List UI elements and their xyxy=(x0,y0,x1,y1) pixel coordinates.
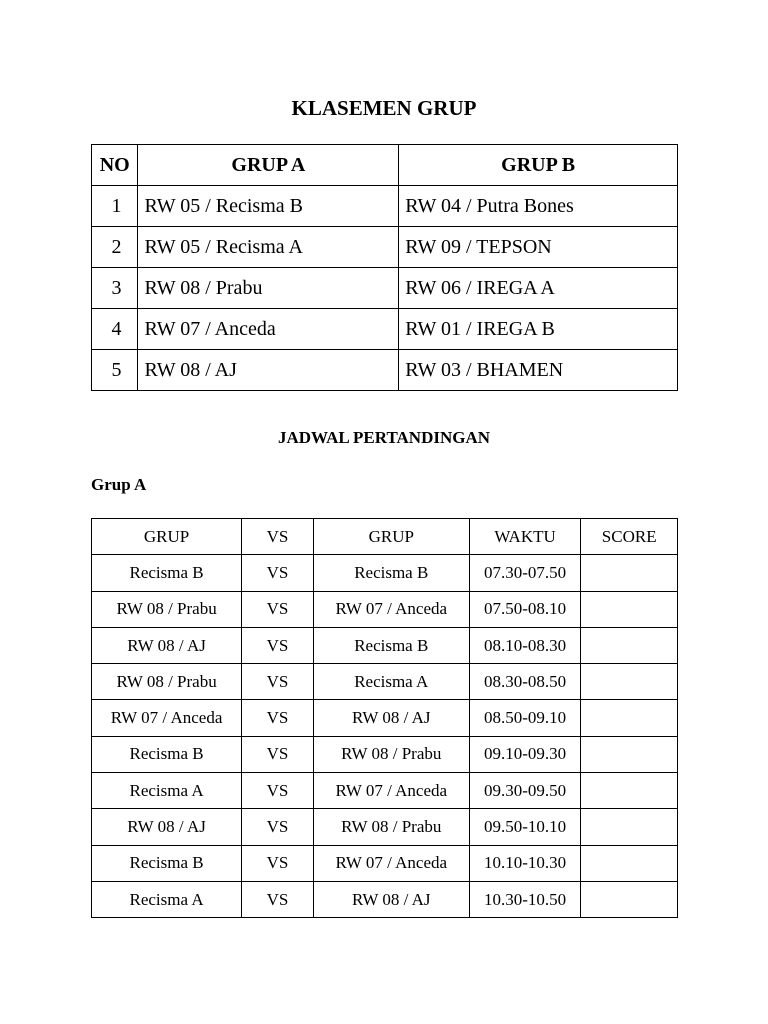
table-row xyxy=(92,627,678,663)
schedule-team1: RW 08 / Prabu xyxy=(92,591,242,627)
schedule-header-team2: GRUP xyxy=(313,519,469,555)
schedule-score xyxy=(581,591,678,627)
schedule-team2: Recisma B xyxy=(313,627,469,663)
schedule-header-score: SCORE xyxy=(581,519,678,555)
standings-no: 3 xyxy=(92,268,138,309)
schedule-team1: Recisma A xyxy=(92,773,242,809)
standings-title: KLASEMEN GRUP xyxy=(291,96,477,120)
standings-team-b: RW 01 / IREGA B xyxy=(399,309,678,350)
schedule-time: 08.50-09.10 xyxy=(469,700,581,736)
schedule-title: JADWAL PERTANDINGAN xyxy=(277,428,491,447)
schedule-team1: RW 08 / AJ xyxy=(92,809,242,845)
schedule-header-time: WAKTU xyxy=(469,519,581,555)
schedule-team2: RW 07 / Anceda xyxy=(313,845,469,881)
standings-team-a: RW 08 / AJ xyxy=(138,350,399,391)
schedule-header-vs: VS xyxy=(242,519,314,555)
schedule-time: 09.50-10.10 xyxy=(469,809,581,845)
table-row xyxy=(92,227,678,268)
table-row xyxy=(92,555,678,591)
schedule-vs: VS xyxy=(242,627,314,663)
schedule-team1: Recisma B xyxy=(92,845,242,881)
table-row xyxy=(92,309,678,350)
schedule-time: 07.30-07.50 xyxy=(469,555,581,591)
table-row xyxy=(92,664,678,700)
table-row xyxy=(92,881,678,917)
schedule-team2: Recisma A xyxy=(313,664,469,700)
schedule-team1: RW 07 / Anceda xyxy=(92,700,242,736)
table-row xyxy=(92,736,678,772)
standings-no: 5 xyxy=(92,350,138,391)
standings-header-row xyxy=(92,145,678,186)
schedule-table xyxy=(91,518,678,918)
schedule-time: 08.30-08.50 xyxy=(469,664,581,700)
schedule-vs: VS xyxy=(242,736,314,772)
schedule-team1: Recisma B xyxy=(92,736,242,772)
schedule-vs: VS xyxy=(242,555,314,591)
table-row xyxy=(92,700,678,736)
schedule-team1: Recisma A xyxy=(92,881,242,917)
standings-no: 4 xyxy=(92,309,138,350)
standings-team-b: RW 06 / IREGA A xyxy=(399,268,678,309)
schedule-score xyxy=(581,664,678,700)
schedule-vs: VS xyxy=(242,845,314,881)
schedule-team1: RW 08 / Prabu xyxy=(92,664,242,700)
standings-team-a: RW 08 / Prabu xyxy=(138,268,399,309)
schedule-team2: RW 07 / Anceda xyxy=(313,591,469,627)
table-row xyxy=(92,845,678,881)
schedule-time: 09.10-09.30 xyxy=(469,736,581,772)
schedule-time: 07.50-08.10 xyxy=(469,591,581,627)
schedule-vs: VS xyxy=(242,881,314,917)
schedule-body xyxy=(92,555,678,918)
schedule-time: 10.10-10.30 xyxy=(469,845,581,881)
standings-header-no: NO xyxy=(92,145,138,186)
schedule-score xyxy=(581,773,678,809)
schedule-vs: VS xyxy=(242,809,314,845)
standings-team-a: RW 05 / Recisma B xyxy=(138,186,399,227)
group-a-label: Grup A xyxy=(91,475,147,494)
schedule-team2: Recisma B xyxy=(313,555,469,591)
table-row xyxy=(92,809,678,845)
standings-header-group-b: GRUP B xyxy=(399,145,678,186)
schedule-score xyxy=(581,736,678,772)
schedule-team1: Recisma B xyxy=(92,555,242,591)
standings-team-b: RW 03 / BHAMEN xyxy=(399,350,678,391)
schedule-header-team1: GRUP xyxy=(92,519,242,555)
standings-no: 1 xyxy=(92,186,138,227)
standings-team-a: RW 07 / Anceda xyxy=(138,309,399,350)
schedule-time: 10.30-10.50 xyxy=(469,881,581,917)
table-row xyxy=(92,186,678,227)
standings-team-b: RW 09 / TEPSON xyxy=(399,227,678,268)
standings-team-b: RW 04 / Putra Bones xyxy=(399,186,678,227)
schedule-vs: VS xyxy=(242,700,314,736)
schedule-score xyxy=(581,555,678,591)
schedule-team2: RW 08 / AJ xyxy=(313,881,469,917)
schedule-team2: RW 07 / Anceda xyxy=(313,773,469,809)
schedule-time: 09.30-09.50 xyxy=(469,773,581,809)
schedule-vs: VS xyxy=(242,591,314,627)
schedule-score xyxy=(581,881,678,917)
schedule-score xyxy=(581,809,678,845)
schedule-team2: RW 08 / AJ xyxy=(313,700,469,736)
schedule-team2: RW 08 / Prabu xyxy=(313,736,469,772)
table-row xyxy=(92,268,678,309)
table-row xyxy=(92,773,678,809)
standings-header-group-a: GRUP A xyxy=(138,145,399,186)
table-row xyxy=(92,350,678,391)
schedule-vs: VS xyxy=(242,664,314,700)
schedule-score xyxy=(581,845,678,881)
schedule-team2: RW 08 / Prabu xyxy=(313,809,469,845)
table-row xyxy=(92,591,678,627)
standings-no: 2 xyxy=(92,227,138,268)
schedule-score xyxy=(581,627,678,663)
standings-team-a: RW 05 / Recisma A xyxy=(138,227,399,268)
schedule-score xyxy=(581,700,678,736)
standings-table xyxy=(91,144,678,391)
schedule-vs: VS xyxy=(242,773,314,809)
schedule-time: 08.10-08.30 xyxy=(469,627,581,663)
schedule-header-row xyxy=(92,519,678,555)
schedule-team1: RW 08 / AJ xyxy=(92,627,242,663)
